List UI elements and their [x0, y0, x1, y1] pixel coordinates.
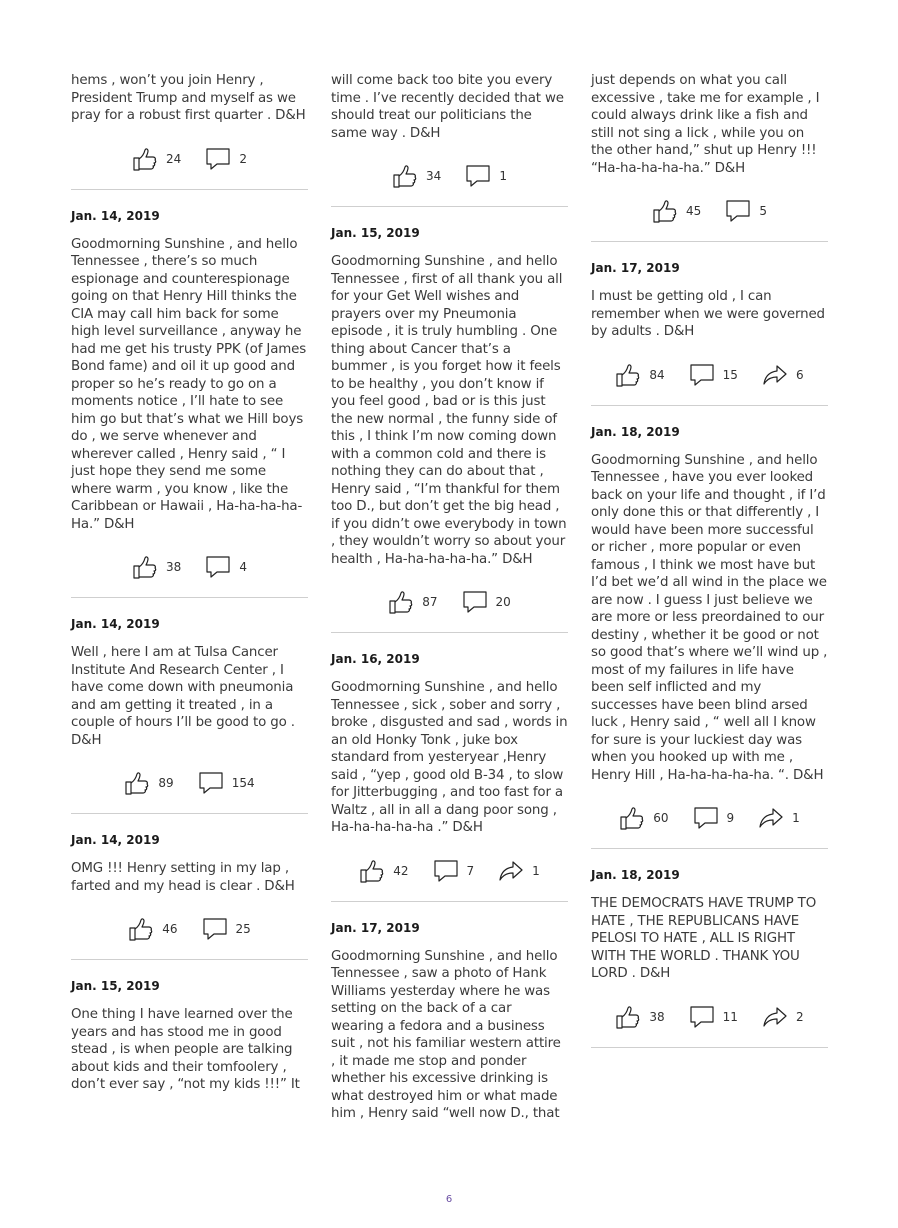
comment-button[interactable]	[205, 146, 247, 172]
post	[591, 867, 828, 1048]
like-button[interactable]	[615, 362, 664, 388]
post-divider	[71, 597, 308, 598]
share-icon	[498, 858, 532, 884]
page-number: 6	[445, 1194, 453, 1205]
post-reactions	[71, 145, 308, 173]
comment-icon	[465, 163, 499, 189]
post-text: Goodmorning Sunshine , and hello Tennessee , have you ever looked back on your life and thought , if I’d only done this or that differently , I would have been more successful or richer , more popular or even famous , I think we most have but I’d bet we’d all wind in the place we are now . I guess I just believe we are more or less preordained to our destiny , whether it be good or not so good that’s where we’ll wind up , most of my failures in life have been self inflicted and my successes have been blind arsed luck , Henry said , “ well all I know for sure is your luckiest day was when you hooked up with me , Henry Hill , Ha-ha-ha-ha-ha. “. D&H	[591, 452, 828, 783]
like-button[interactable]	[132, 554, 181, 580]
comment-icon	[205, 146, 239, 172]
comment-button[interactable]	[205, 554, 247, 580]
like-icon	[392, 163, 426, 189]
share-count: 1	[792, 811, 800, 825]
like-count: 34	[426, 169, 442, 183]
post-reactions	[591, 1003, 828, 1031]
share-count: 2	[795, 1009, 804, 1024]
like-button[interactable]	[132, 146, 181, 172]
comment-icon	[689, 362, 723, 388]
like-icon	[132, 146, 166, 172]
post-text: One thing I have learned over the years and has stood me in good stead , is when people are talking about kids and their tomfoolery , don’t ever say , “not my kids !!!” It	[71, 1007, 300, 1092]
like-button[interactable]	[619, 805, 668, 831]
like-button[interactable]	[615, 1004, 664, 1030]
post	[71, 616, 308, 814]
like-count: 45	[686, 204, 702, 218]
post-text: Goodmorning Sunshine , and hello Tennessee , first of all thank you all for your Get Well wishes and prayers over my Pneumonia episode , it is truly humbling . One thing about Cancer that’s a bummer , is you forget how it feels to be healthy , you don’t know if you feel good , bad or is this just the new normal , the funny side of this , I think I’m now coming down with a common cold and there is nothing they can do about that , Henry said , “I’m thankful for them too D., but don’t get the big head , if you didn’t owe everybody in town , they wouldn’t worry so about your health , Ha-ha-ha-ha-ha.” D&H	[331, 254, 567, 567]
post-text: just depends on what you call excessive , take me for example , I could always drink like a fish and still not sing a lick , while you on the other hand,” shut up Henry !!! “Ha-ha-ha-ha-ha.” D&H	[591, 73, 820, 176]
share-button[interactable]	[762, 1004, 804, 1030]
post	[591, 424, 828, 850]
post-reactions	[331, 588, 568, 616]
post-date: Jan. 15, 2019	[331, 226, 420, 240]
post-reactions	[331, 162, 568, 190]
post-date: Jan. 18, 2019	[591, 424, 680, 439]
like-count: 87	[422, 595, 438, 609]
like-button[interactable]	[128, 916, 177, 942]
like-button[interactable]	[392, 163, 441, 189]
comment-button[interactable]	[693, 805, 735, 831]
like-count: 46	[162, 922, 178, 936]
post-divider	[71, 813, 308, 814]
like-count: 38	[649, 1009, 665, 1024]
post-text: OMG !!! Henry setting in my lap , farted and my head is clear . D&H	[71, 861, 295, 894]
post	[71, 978, 308, 1094]
post-divider	[71, 959, 308, 960]
comment-icon	[202, 916, 236, 942]
share-count: 6	[795, 367, 804, 382]
like-button[interactable]	[124, 770, 173, 796]
comment-count: 11	[722, 1009, 738, 1024]
comment-icon	[462, 589, 496, 615]
post-date: Jan. 15, 2019	[71, 979, 160, 993]
comment-icon	[433, 858, 467, 884]
like-icon	[128, 916, 162, 942]
post-reactions	[591, 361, 828, 389]
post-text: Goodmorning Sunshine , and hello Tennessee , sick , sober and sorry , broke , disgusted and sad , words in an old Honky Tonk , juke box standard from yesteryear ,Henry said , “yep , good old B-34 , to slow for Jitterbugging , and too fast for a Waltz , all in all a dang poor song , Ha-ha-ha-ha-ha .” D&H	[331, 680, 568, 835]
comment-icon	[693, 805, 727, 831]
comment-button[interactable]	[689, 362, 738, 388]
like-icon	[124, 770, 158, 796]
post-divider	[331, 206, 568, 207]
post-divider	[591, 848, 828, 849]
post-reactions	[71, 769, 308, 797]
comment-button[interactable]	[202, 916, 251, 942]
post-reactions	[71, 553, 308, 581]
post-divider	[591, 1047, 828, 1048]
post-text: will come back too bite you every time . I’ve recently decided that we should treat our politicians the same way . D&H	[331, 73, 564, 141]
comment-button[interactable]	[725, 198, 767, 224]
post	[331, 72, 568, 207]
post-divider	[591, 405, 828, 406]
post-date: Jan. 18, 2019	[591, 868, 680, 882]
post-date: Jan. 17, 2019	[591, 261, 680, 275]
column-2	[331, 72, 568, 1123]
post-reactions	[71, 915, 308, 943]
post	[331, 225, 568, 633]
share-count: 1	[532, 863, 540, 878]
post-text: Well , here I am at Tulsa Cancer Institute And Research Center , I have come down with pneumonia and am getting it treated , in a couple of hours I’ll be good to go . D&H	[71, 645, 295, 748]
comment-button[interactable]	[433, 858, 475, 884]
comment-button[interactable]	[689, 1004, 738, 1030]
share-button[interactable]	[758, 805, 800, 831]
like-icon	[619, 805, 653, 831]
post-date: Jan. 14, 2019	[71, 617, 160, 631]
post-date: Jan. 14, 2019	[71, 208, 160, 223]
like-count: 89	[158, 776, 174, 790]
post-date: Jan. 16, 2019	[331, 652, 420, 666]
like-icon	[652, 198, 686, 224]
share-icon	[758, 805, 792, 831]
like-icon	[388, 589, 422, 615]
post	[71, 208, 308, 599]
like-button[interactable]	[652, 198, 701, 224]
like-button[interactable]	[388, 589, 437, 615]
like-icon	[132, 554, 166, 580]
comment-icon	[689, 1004, 723, 1030]
post-divider	[331, 632, 568, 633]
share-button[interactable]	[762, 362, 804, 388]
comment-count: 5	[759, 204, 767, 218]
post	[331, 920, 568, 1123]
like-icon	[615, 1004, 649, 1030]
post-divider	[331, 901, 568, 902]
post-date: Jan. 14, 2019	[71, 833, 160, 847]
comment-count: 2	[239, 151, 247, 166]
comment-count: 1	[499, 169, 507, 183]
comment-icon	[198, 770, 232, 796]
post	[591, 260, 828, 406]
post-text: Goodmorning Sunshine , and hello Tennessee , there’s so much espionage and counterespionage going on that Henry Hill thinks the CIA may call him back for some high level surveillance , anyway he had me get his trusty PPK (of James Bond fame) and oil it up good and proper so he’s ready to go on a moments notice , I’ll hate to see him go but that’s what we Hill boys do , we serve whenever and wherever called , Henry said , “ I just hope they send me some where warm , you know , like the Caribbean or Hawaii , Ha-ha-ha-ha-Ha.” D&H	[71, 236, 307, 532]
post-divider	[71, 189, 308, 190]
like-count: 42	[393, 863, 409, 878]
comment-button[interactable]	[462, 589, 511, 615]
post-text: THE DEMOCRATS HAVE TRUMP TO HATE , THE REPUBLICANS HAVE PELOSI TO HATE , ALL IS RIGHT WITH THE WORLD . THANK YOU LORD . D&H	[591, 896, 817, 981]
comment-icon	[725, 198, 759, 224]
like-icon	[615, 362, 649, 388]
like-button[interactable]	[359, 858, 408, 884]
comment-count: 154	[231, 776, 255, 790]
post-date: Jan. 17, 2019	[331, 920, 420, 935]
post-reactions	[591, 804, 828, 832]
like-count: 84	[649, 367, 665, 382]
comment-count: 15	[722, 367, 738, 382]
post	[71, 832, 308, 960]
post	[591, 72, 828, 242]
post	[331, 651, 568, 902]
share-button[interactable]	[498, 858, 540, 884]
like-count: 60	[653, 811, 669, 825]
comment-button[interactable]	[465, 163, 507, 189]
comment-count: 4	[239, 560, 247, 574]
comment-count: 7	[466, 863, 475, 878]
column-3	[591, 72, 828, 1066]
post-text: Goodmorning Sunshine , and hello Tennessee , saw a photo of Hank Williams yesterday where he was setting on the back of a car wearing a fedora and a business suit , not his familiar western attire , it made me stop and ponder whether his excessive drinking is what destroyed him or what made him , Henry said “well now D., that	[331, 948, 561, 1121]
comment-count: 9	[726, 811, 735, 825]
comment-icon	[205, 554, 239, 580]
post	[71, 72, 308, 190]
post-text: I must be getting old , I can remember when we were governed by adults . D&H	[591, 289, 825, 339]
post-reactions	[331, 857, 568, 885]
comment-count: 20	[495, 595, 511, 609]
share-icon	[762, 362, 796, 388]
column-1	[71, 72, 308, 1094]
comment-button[interactable]	[198, 770, 255, 796]
post-reactions	[591, 197, 828, 225]
post-divider	[591, 241, 828, 242]
like-count: 24	[166, 151, 182, 166]
like-count: 38	[166, 560, 182, 574]
comment-count: 25	[235, 922, 251, 936]
share-icon	[762, 1004, 796, 1030]
post-text: hems , won’t you join Henry , President Trump and myself as we pray for a robust first quarter . D&H	[71, 73, 306, 123]
like-icon	[359, 858, 393, 884]
